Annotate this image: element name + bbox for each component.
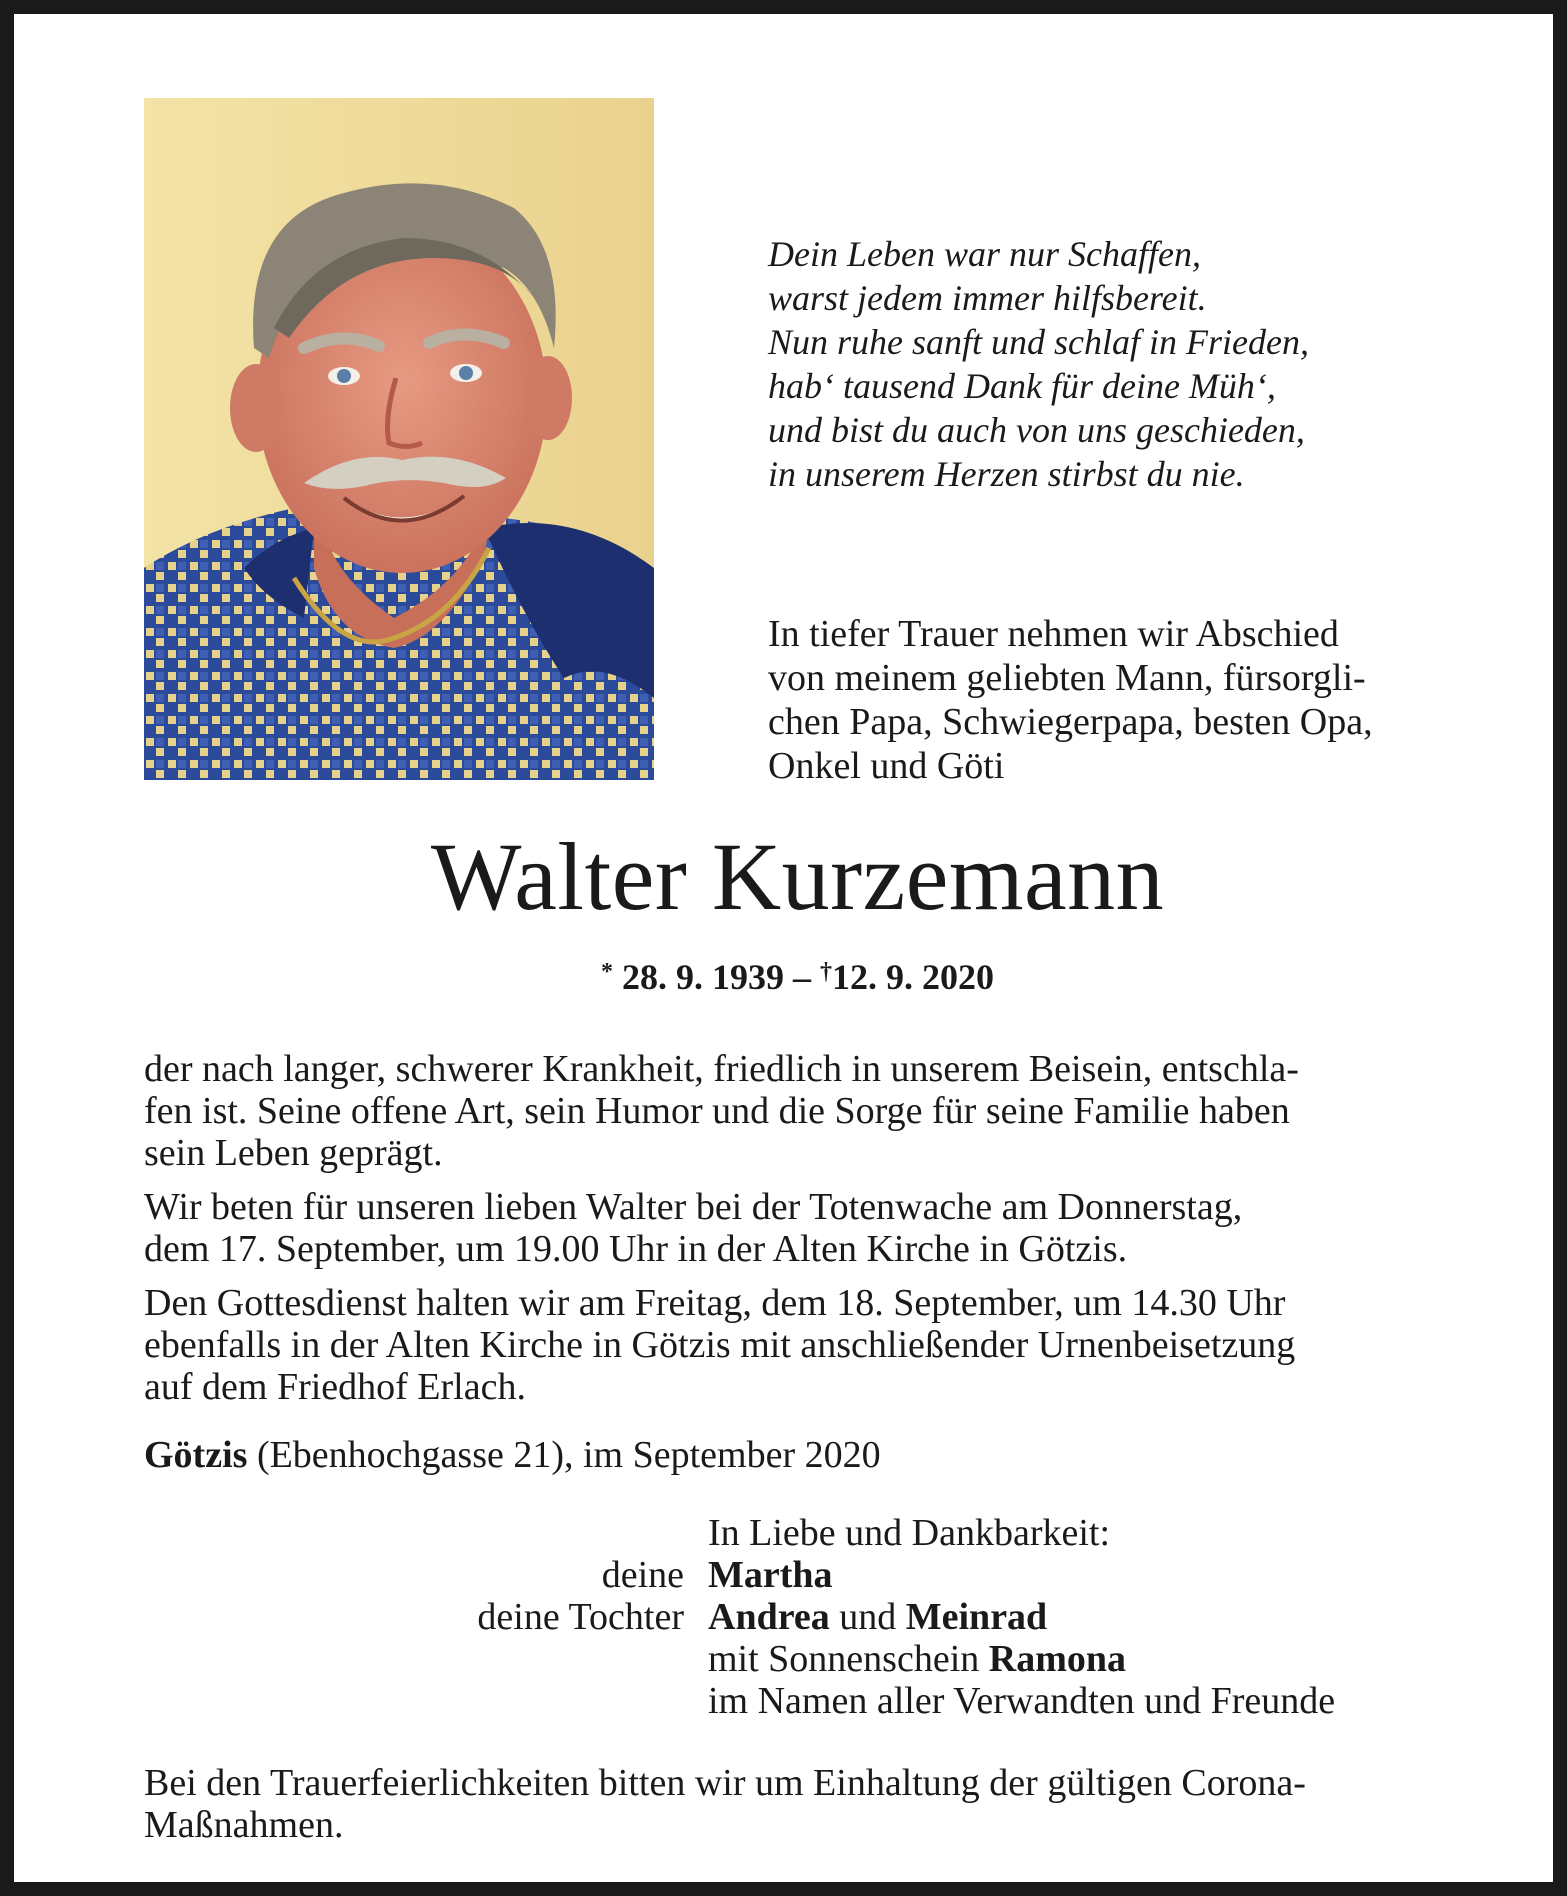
body-line: fen ist. Seine offene Art, sein Humor und die Sorge für seine Familie haben bbox=[144, 1090, 1290, 1132]
signers-block bbox=[144, 1512, 1474, 1722]
corona-notice bbox=[144, 1762, 1474, 1846]
body-line: Wir beten für unseren lieben Walter bei der Totenwache am Donnerstag, bbox=[144, 1186, 1243, 1228]
obituary-body bbox=[144, 1036, 1454, 1420]
address-and-date: (Ebenhochgasse 21), im September 2020 bbox=[247, 1434, 881, 1476]
signer-name: Martha bbox=[708, 1554, 833, 1596]
portrait-photo bbox=[144, 98, 654, 780]
signer-label: deine Tochter bbox=[477, 1596, 684, 1638]
poem-line: in unserem Herzen stirbst du nie. bbox=[768, 454, 1245, 494]
body-line: sein Leben geprägt. bbox=[144, 1132, 443, 1174]
memorial-poem bbox=[768, 232, 1468, 496]
death-symbol: † bbox=[820, 959, 832, 985]
signer-name: Ramona bbox=[988, 1638, 1126, 1680]
death-date: 12. 9. 2020 bbox=[832, 957, 994, 997]
date-separator: – bbox=[793, 957, 811, 997]
signers-heading: In Liebe und Dankbarkeit: bbox=[708, 1512, 1111, 1554]
intro-line: Onkel und Göti bbox=[768, 745, 1005, 787]
birth-symbol: * bbox=[601, 959, 613, 985]
intro-line: In tiefer Trauer nehmen wir Abschied bbox=[768, 613, 1339, 655]
place-and-date bbox=[144, 1434, 881, 1476]
poem-line: und bist du auch von uns geschieden, bbox=[768, 410, 1305, 450]
signer-row-others bbox=[144, 1680, 1474, 1722]
signers-heading-row bbox=[144, 1512, 1474, 1554]
intro-line: von meinem geliebten Mann, fürsorgli- bbox=[768, 657, 1366, 699]
signer-row-wife bbox=[144, 1554, 1474, 1596]
poem-line: hab‘ tausend Dank für deine Müh‘, bbox=[768, 366, 1276, 406]
signer-conjunction: und bbox=[829, 1596, 906, 1638]
signer-name: Andrea bbox=[708, 1596, 830, 1638]
life-dates bbox=[14, 950, 1567, 999]
body-line: dem 17. September, um 19.00 Uhr in der Alten Kirche in Götzis. bbox=[144, 1228, 1128, 1270]
footer-line: Bei den Trauerfeierlichkeiten bitten wir um Einhaltung der gültigen Corona- bbox=[144, 1762, 1306, 1804]
portrait-illustration bbox=[144, 98, 654, 780]
body-line: ebenfalls in der Alten Kirche in Götzis mit anschließender Urnenbeisetzung bbox=[144, 1324, 1296, 1366]
signer-others: im Namen aller Verwandten und Freunde bbox=[708, 1680, 1336, 1722]
footer-line: Maßnahmen. bbox=[144, 1804, 344, 1846]
birth-date: 28. 9. 1939 bbox=[622, 957, 784, 997]
poem-line: Nun ruhe sanft und schlaf in Frieden, bbox=[768, 322, 1309, 362]
body-line: der nach langer, schwerer Krankheit, friedlich in unserem Beisein, entschla- bbox=[144, 1048, 1299, 1090]
signer-name: Meinrad bbox=[905, 1596, 1048, 1638]
poem-line: warst jedem immer hilfsbereit. bbox=[768, 278, 1207, 318]
body-line: Den Gottesdienst halten wir am Freitag, dem 18. September, um 14.30 Uhr bbox=[144, 1282, 1286, 1324]
poem-line: Dein Leben war nur Schaffen, bbox=[768, 234, 1201, 274]
grandchild-prefix: mit Sonnenschein bbox=[708, 1638, 989, 1680]
signer-label: deine bbox=[601, 1554, 684, 1596]
body-line: auf dem Friedhof Erlach. bbox=[144, 1366, 526, 1408]
intro-line: chen Papa, Schwiegerpapa, besten Opa, bbox=[768, 701, 1373, 743]
mourning-intro bbox=[768, 612, 1458, 788]
town-name: Götzis bbox=[144, 1434, 248, 1476]
signer-row-daughter bbox=[144, 1596, 1474, 1638]
deceased-name: Walter Kurzemann bbox=[430, 823, 1165, 930]
signer-row-grandchild bbox=[144, 1638, 1474, 1680]
